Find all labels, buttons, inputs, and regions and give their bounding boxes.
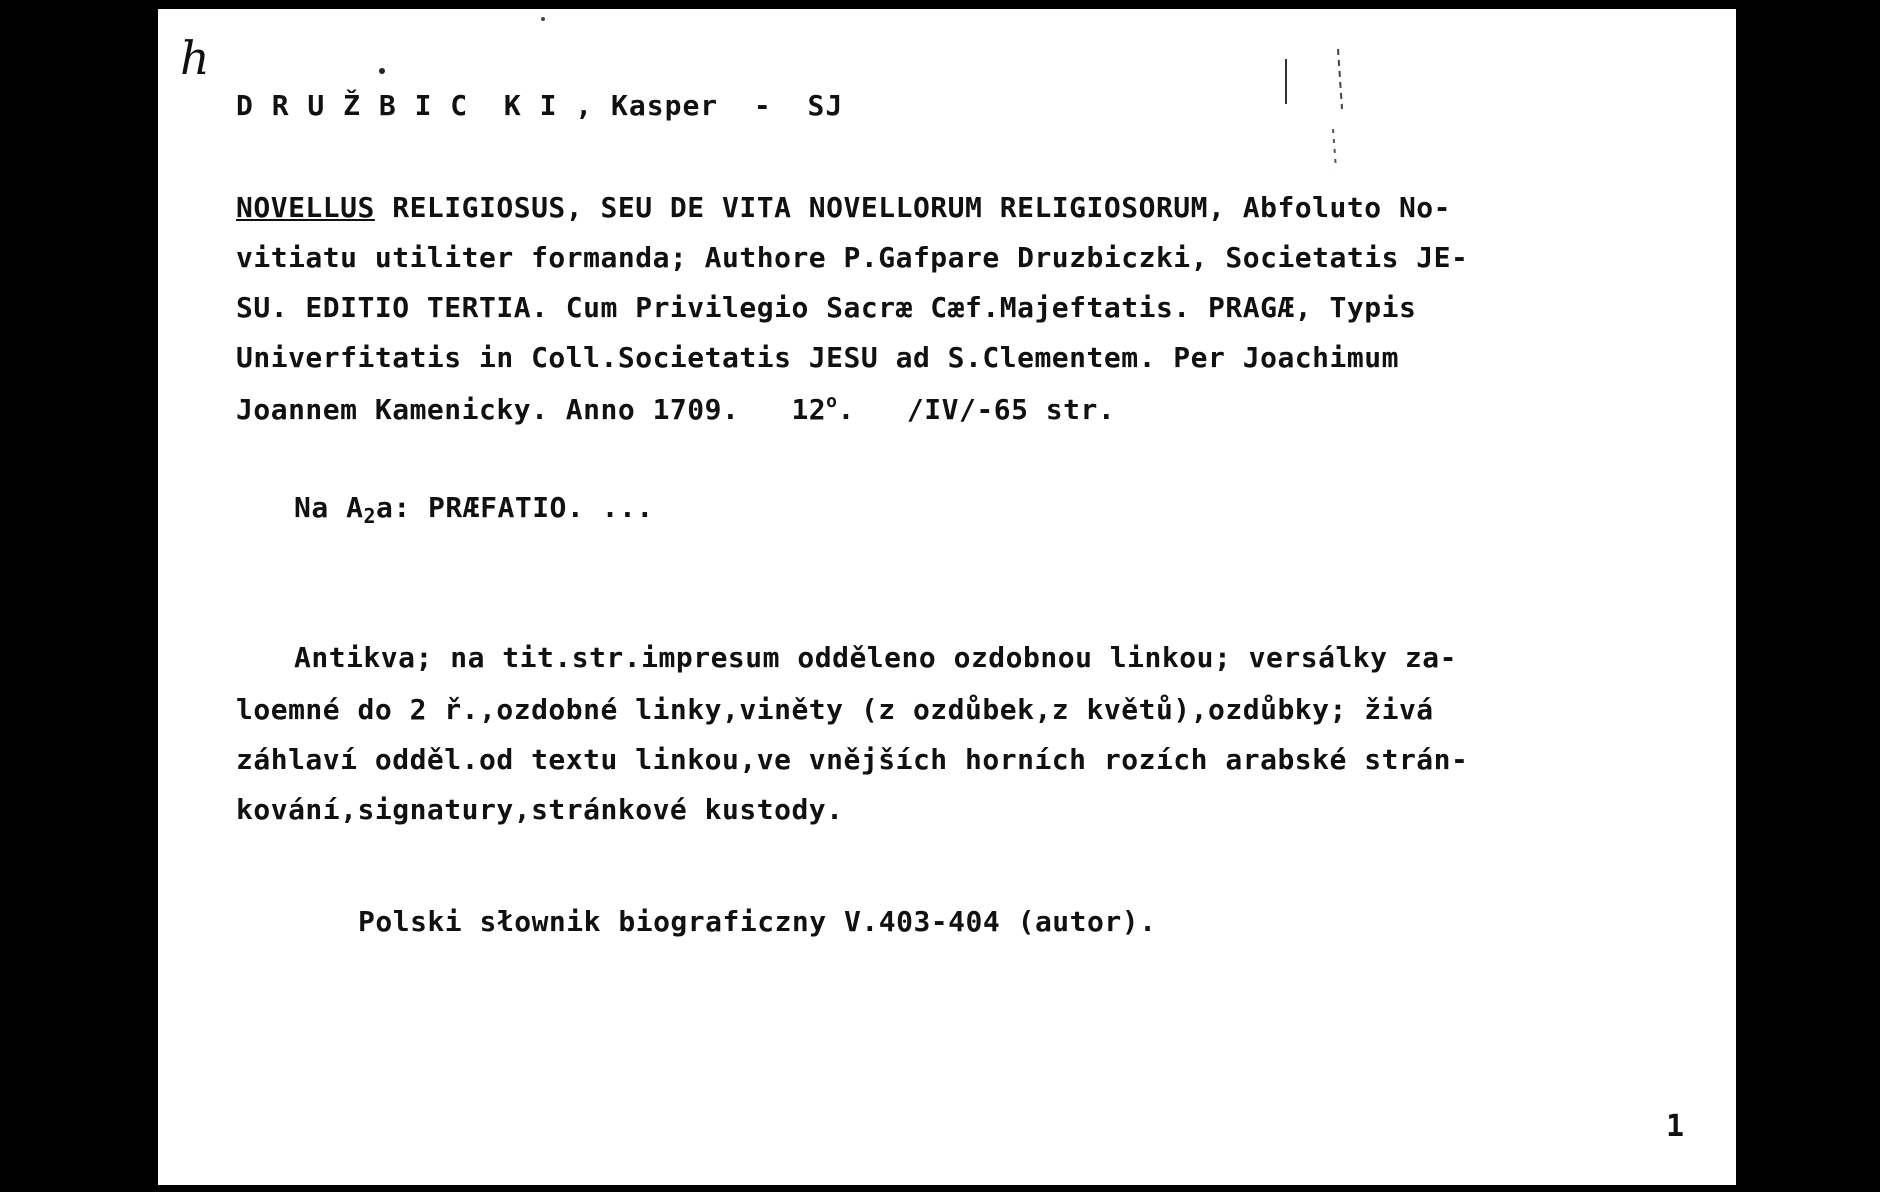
format-superscript: o — [826, 391, 838, 412]
prefatio-note — [294, 491, 654, 528]
description-line-3: záhlaví odděl.od textu linkou,ve vnějších horních rozích arabské strán- — [236, 743, 1469, 776]
religious-order: SJ — [807, 89, 844, 122]
prefatio-start: Na A — [294, 491, 364, 524]
title-line-2: vitiatu utiliter formanda; Authore P.Gafpare Druzbiczki, Societatis JE- — [236, 241, 1469, 274]
description-line-2: loemné do 2 ř.,ozdobné linky,viněty (z ozdůbek,z květů),ozdůbky; živá — [236, 693, 1434, 726]
scan-noise — [158, 9, 1736, 1185]
catalog-card — [158, 9, 1736, 1185]
author-surname: D R U Ž B I C K I — [236, 89, 558, 122]
heading-separator: , — [557, 89, 612, 122]
card-number: 1 — [1665, 1109, 1684, 1144]
title-line-3: SU. EDITIO TERTIA. Cum Privilegio Sacræ Cæf.Majeftatis. PRAGÆ, Typis — [236, 291, 1417, 324]
card-heading — [236, 89, 843, 122]
title-underlined-word: NOVELLUS — [236, 191, 375, 224]
title-line-5 — [236, 391, 1115, 426]
heading-dash: - — [718, 89, 808, 122]
title-line-1 — [236, 191, 1451, 224]
bibliographic-reference: Polski słownik biograficzny V.403-404 (autor). — [358, 905, 1157, 938]
title-line-1-rest: RELIGIOSUS, SEU DE VITA NOVELLORUM RELIGIOSORUM, Abfoluto No- — [374, 191, 1452, 224]
description-line-1: Antikva; na tit.str.impresum odděleno ozdobnou linkou; versálky za- — [294, 641, 1457, 674]
description-line-4: kování,signatury,stránkové kustody. — [236, 793, 844, 826]
prefatio-subscript: 2 — [363, 504, 376, 528]
prefatio-end: a: PRÆFATIO. ... — [375, 491, 654, 524]
handwritten-mark: h — [180, 31, 210, 85]
collation: . /IV/-65 str. — [837, 393, 1116, 426]
imprint-year: Joannem Kamenicky. Anno 1709. 12 — [236, 393, 827, 426]
title-line-4: Univerfitatis in Coll.Societatis JESU ad S.Clementem. Per Joachimum — [236, 341, 1399, 374]
author-given-name: Kasper — [611, 89, 719, 122]
